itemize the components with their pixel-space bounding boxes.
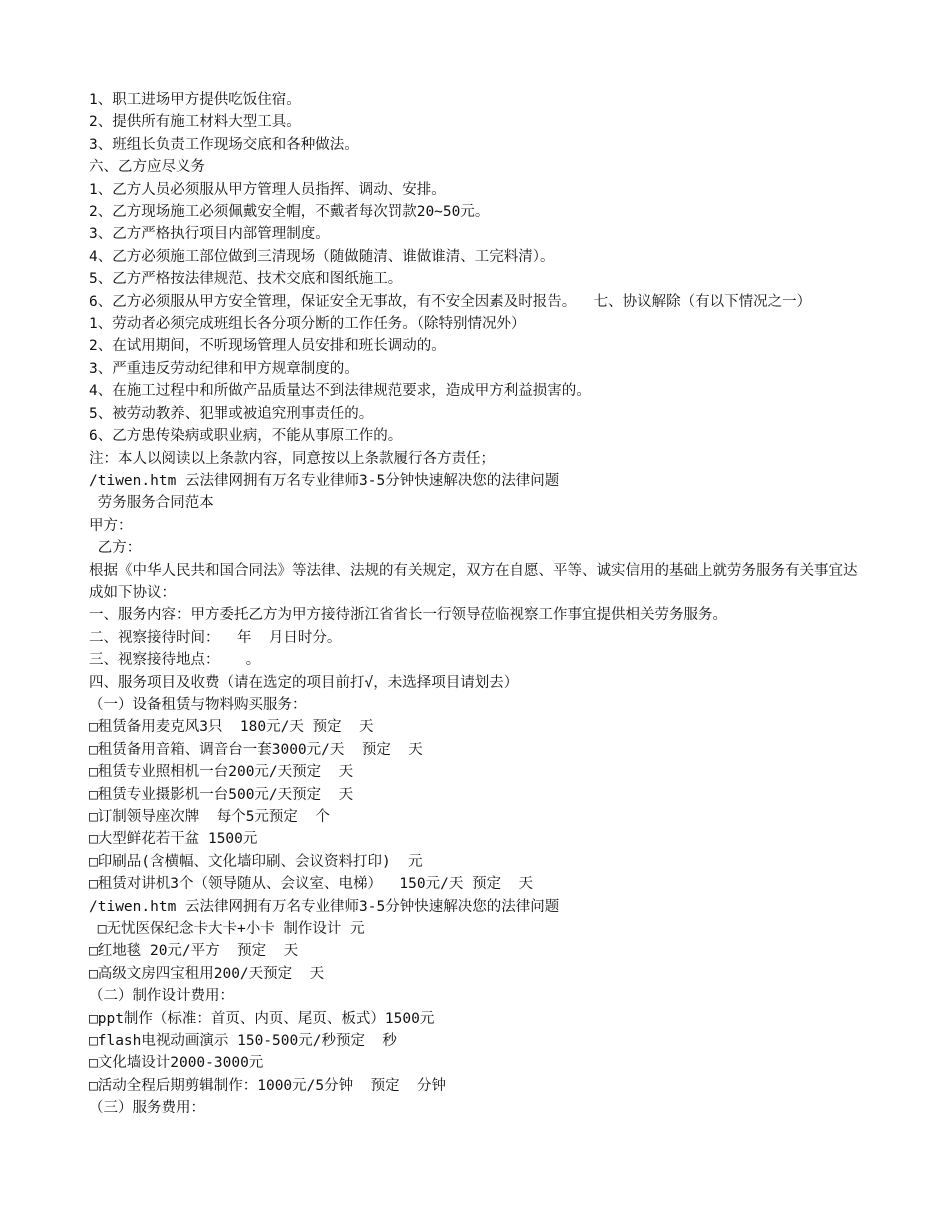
party-b-label: 乙方： bbox=[89, 540, 142, 557]
text-line: 4、乙方必须施工部位做到三清现场（随做随清、谁做谁清、工完料清）。 bbox=[89, 248, 555, 265]
checkbox-item: □租赁备用麦克风3只 180元/天 预定 天 bbox=[89, 719, 374, 736]
checkbox-item: □租赁对讲机3个（领导随从、会议室、电梯） 150元/天 预定 天 bbox=[89, 876, 534, 893]
checkbox-item: □红地毯 20元/平方 预定 天 bbox=[89, 943, 299, 960]
checkbox-item: □文化墙设计2000-3000元 bbox=[89, 1055, 264, 1072]
text-line: 2、乙方现场施工必须佩戴安全帽，不戴者每次罚款20~50元。 bbox=[89, 204, 490, 221]
text-line: 一、服务内容：甲方委托乙方为甲方接待浙江省省长一行领导莅临视察工作事宜提供相关劳务服务。 bbox=[89, 607, 727, 624]
text-line: 1、劳动者必须完成班组长各分项分断的工作任务。（除特别情况外） bbox=[89, 316, 526, 333]
text-line: 2、提供所有施工材料大型工具。 bbox=[89, 114, 301, 131]
document-body bbox=[89, 89, 864, 1120]
checkbox-item: □租赁专业照相机一台200元/天预定 天 bbox=[89, 764, 354, 781]
checkbox-item: □flash电视动画演示 150-500元/秒预定 秒 bbox=[89, 1033, 397, 1050]
note-line: 注：本人以阅读以上条款内容，同意按以上条款履行各方责任； bbox=[89, 450, 495, 467]
section-heading: 六、乙方应尽义务 bbox=[89, 159, 205, 176]
link-line: /tiwen.htm 云法律网拥有万名专业律师3-5分钟快速解决您的法律问题 bbox=[89, 898, 560, 915]
text-line: 3、乙方严格执行项目内部管理制度。 bbox=[89, 226, 330, 243]
text-line: 6、乙方患传染病或职业病，不能从事原工作的。 bbox=[89, 428, 403, 445]
contract-title: 劳务服务合同范本 bbox=[89, 495, 214, 512]
checkbox-item: □高级文房四宝租用200/天预定 天 bbox=[89, 965, 325, 982]
checkbox-item: □印刷品(含横幅、文化墙印刷、会议资料打印) 元 bbox=[89, 853, 423, 870]
checkbox-item: □无忧医保纪念卡大卡+小卡 制作设计 元 bbox=[89, 921, 365, 938]
text-line: 3、班组长负责工作现场交底和各种做法。 bbox=[89, 136, 359, 153]
link-line: /tiwen.htm 云法律网拥有万名专业律师3-5分钟快速解决您的法律问题 bbox=[89, 472, 560, 489]
text-line: 二、视察接待时间： 年 月日时分。 bbox=[89, 629, 342, 646]
checkbox-item: □活动全程后期剪辑制作：1000元/5分钟 预定 分钟 bbox=[89, 1077, 447, 1094]
text-line: 2、在试用期间，不听现场管理人员安排和班长调动的。 bbox=[89, 338, 446, 355]
preamble-paragraph: 根据《中华人民共和国合同法》等法律、法规的有关规定，双方在自愿、平等、诚实信用的基础上就劳务服务有关事宜达成如下协议： bbox=[89, 562, 858, 601]
checkbox-item: □大型鲜花若干盆 1500元 bbox=[89, 831, 258, 848]
subsection-heading: （三）服务费用： bbox=[89, 1100, 205, 1117]
text-line: 1、乙方人员必须服从甲方管理人员指挥、调动、安排。 bbox=[89, 181, 446, 198]
section-heading: 四、服务项目及收费（请在选定的项目前打√，未选择项目请划去） bbox=[89, 674, 519, 691]
text-line: 1、职工进场甲方提供吃饭住宿。 bbox=[89, 92, 301, 108]
checkbox-item: □ppt制作（标准：首页、内页、尾页、板式）1500元 bbox=[89, 1010, 435, 1027]
subsection-heading: （二）制作设计费用： bbox=[89, 988, 234, 1005]
text-line: 4、在施工过程中和所做产品质量达不到法律规范要求，造成甲方利益损害的。 bbox=[89, 383, 591, 400]
text-line: 5、乙方严格按法律规范、技术交底和图纸施工。 bbox=[89, 271, 403, 288]
party-a-label: 甲方： bbox=[89, 517, 133, 534]
checkbox-item: □租赁备用音箱、调音台一套3000元/天 预定 天 bbox=[89, 741, 423, 758]
text-line: 6、乙方必须服从甲方安全管理，保证安全无事故，有不安全因素及时报告。 七、协议解除（有以下情况之一） bbox=[89, 293, 812, 310]
checkbox-item: □租赁专业摄影机一台500元/天预定 天 bbox=[89, 786, 354, 803]
subsection-heading: （一）设备租赁与物料购买服务： bbox=[89, 696, 307, 713]
text-line: 5、被劳动教养、犯罪或被追究刑事责任的。 bbox=[89, 405, 374, 422]
text-line: 3、严重违反劳动纪律和甲方规章制度的。 bbox=[89, 360, 359, 377]
text-line: 三、视察接待地点： 。 bbox=[89, 652, 261, 669]
checkbox-item: □订制领导座次牌 每个5元预定 个 bbox=[89, 809, 330, 825]
